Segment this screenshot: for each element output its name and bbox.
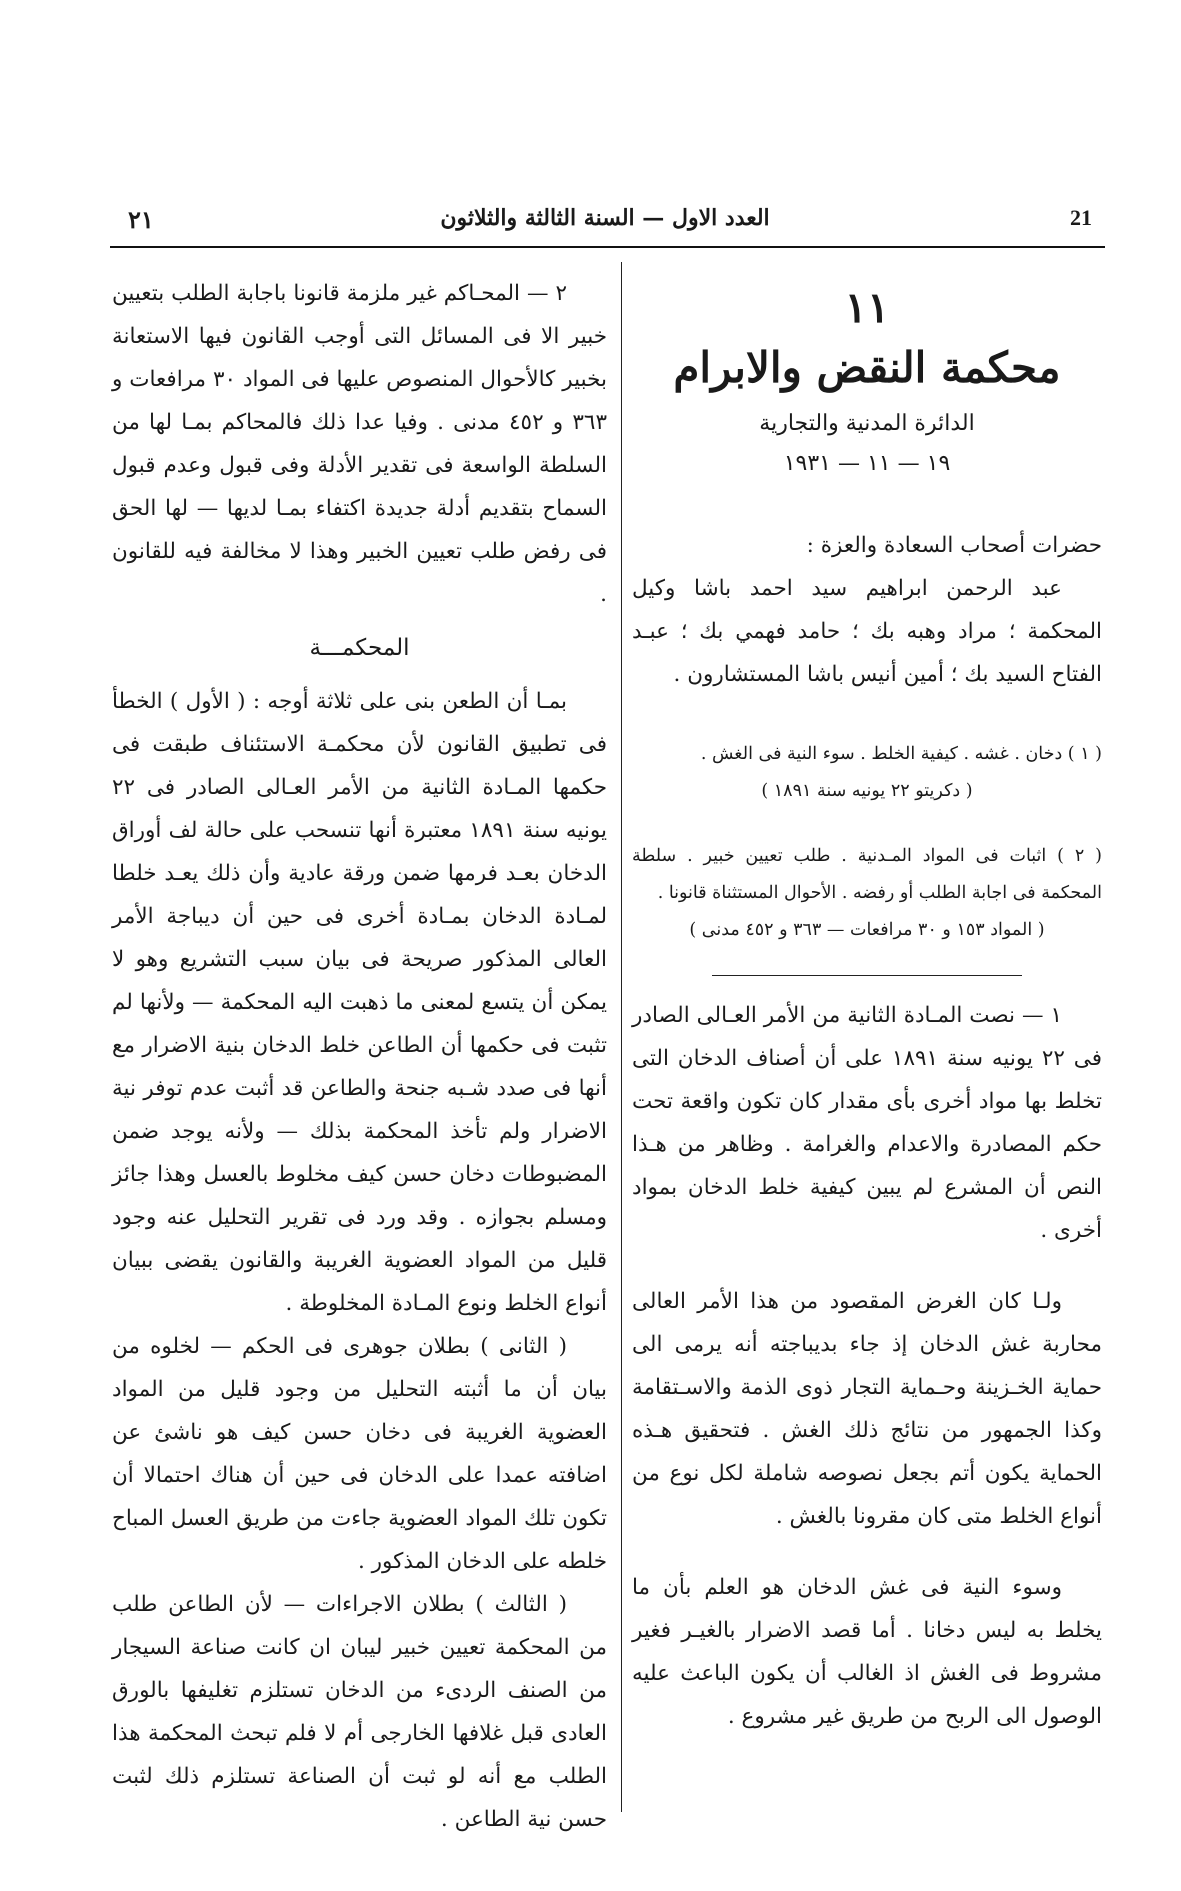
case-number: ١١ <box>844 283 890 332</box>
principle-2: ٢ — المحـاكم غير ملزمة قانونا باجابة الطلب بتعيين خبير الا فى المسائل التى أوجب القانون فيها الاستعانة بخبير كالأحوال المنصوص عليها فى المواد ٣٠ مرافعات و ٣٦٣ و ٤٥٢ مدنى . وفيا عدا ذلك فالمحاكم بمـا لها من السلطة الواسعة فى تقدير الأدلة وفى قبول وعدم قبول السماح بتقديم أدلة جديدة اكتفاء بمـا لديها — لها الحق فى رفض طلب تعيين الخبير وهذا لا مخالفة فيه للقانون . <box>112 281 607 607</box>
principle-1-intent: وسوء النية فى غش الدخان هو العلم بأن ما يخلط به ليس دخانا . أما قصد الاضرار بالغيـر فغير مشروط فى الغش اذ الغالب أن يكون الباعث عليه الوصول الى الربح من طريق غير مشروع . <box>632 1575 1102 1729</box>
judges-list: عبد الرحمن ابراهيم سيد احمد باشا وكيل المحكمة ؛ مراد وهبه بك ؛ حامد فهمي بك ؛ عبـد الفتاح السيد بك ؛ أمين أنيس باشا المستشارون . <box>632 576 1102 687</box>
chamber-name: الدائرة المدنية والتجارية <box>759 411 975 436</box>
page-number-arabic: ٢١ <box>128 205 154 234</box>
running-header <box>110 205 1100 245</box>
headnote-2-reference: ( المواد ١٥٣ و ٣٠ مرافعات — ٣٦٣ و ٤٥٢ مدنى ) <box>689 920 1045 940</box>
column-divider <box>621 262 622 1812</box>
page-number-latin: 21 <box>1070 205 1092 230</box>
ground-two: ( الثانى ) بطلان جوهرى فى الحكم — لخلوه من بيان أن ما أثبته التحليل من وجود قليل من المواد العضوية الغريبة فى دخان حسن كيف هو ناشئ عن اضافته عمدا على الدخان فى حين أن هناك احتمالا أن تكون تلك المواد العضوية جاءت من طريق العسل المباح خلطه على الدخان المذكور . <box>112 1334 607 1574</box>
court-section-heading: المحكمـــة <box>309 635 410 661</box>
principle-1: ١ — نصت المـادة الثانية من الأمر العـالى الصادر فى ٢٢ يونيه سنة ١٨٩١ على أن أصناف الدخان التى تخلط بها مواد أخرى بأى مقدار كان تكون واقعة تحت حكم المصادرة والاعدام والغرامة . وظاهر من هـذا النص أن المشرع لم يبين كيفية خلط الدخان بمواد أخرى . <box>632 1003 1102 1243</box>
right-column <box>632 270 1102 1738</box>
headnote-1-reference: ( دكريتو ٢٢ يونيه سنة ١٨٩١ ) <box>761 781 973 801</box>
section-rule <box>712 975 1022 976</box>
judgment-date: ١٩ — ١١ — ١٩٣١ <box>783 451 951 476</box>
left-column <box>112 272 607 1841</box>
headnote-1: ( ١ ) دخان . غشه . كيفية الخلط . سوء النية فى الغش . <box>700 744 1102 764</box>
ground-three: ( الثالث ) بطلان الاجراءات — لأن الطاعن طلب من المحكمة تعيين خبير ليبان ان كانت صناعة السيجار من الصنف الردىء من الدخان تستلزم تغليفها بالورق العادى قبل غلافها الخارجى أم لا فلم تبحث المحكمة هذا الطلب مع أنه لو ثبت أن الصناعة تستلزم ذلك لثبت حسن نية الطاعن . <box>112 1592 607 1832</box>
attendance-intro: حضرات أصحاب السعادة والعزة : <box>806 533 1102 558</box>
court-name: محكمة النقض والابرام <box>673 343 1061 392</box>
principle-1-continued: ولـا كان الغرض المقصود من هذا الأمر العالى محاربة غش الدخان إذ جاء بديباجته أنه يرمى الى حماية الخـزينة وحـماية التجار ذوى الذمة والاسـتقامة وكذا الجمهور من نتائج ذلك الغش . فتحقيق هـذه الحماية يكون أتم بجعل نصوصه شاملة لكل نوع من أنواع الخلط متى كان مقرونا بالغش . <box>632 1289 1102 1529</box>
headnote-2: ( ٢ ) اثبات فى المواد المـدنية . طلب تعيين خبير . سلطة المحكمة فى اجابة الطلب أو رفضه . الأحوال المستثناة قانونا . <box>632 846 1103 903</box>
ground-one: بمـا أن الطعن بنى على ثلاثة أوجه : ( الأول ) الخطأ فى تطبيق القانون لأن محكمـة الاستئناف طبقت فى حكمها المـادة الثانية من الأمر العـالى الصادر فى ٢٢ يونيه سنة ١٨٩١ معتبرة أنها تنسحب على حالة لف أوراق الدخان بعـد فرمها ضمن ورقة عادية وأن ذلك يعـد خلطا لمـادة الدخان بمـادة أخرى فى حين أن ديباجة الأمر العالى المذكور صريحة فى بيان سبب التشريع وهو لا يمكن أن يتسع لمعنى ما ذهبت اليه المحكمة — ولأنها لم تثبت فى حكمها أن الطاعن خلط الدخان بنية الاضرار مع أنها فى صدد شـبه جنحة والطاعن قد أثبت عدم توفر نية الاضرار ولم تأخذ المحكمة بذلك — ولأنه يوجد ضمن المضبوطات دخان حسن كيف مخلوط بالعسل وهذا جائز ومسلم بجوازه . وقد ورد فى تقرير التحليل عنه وجود قليل من المواد العضوية الغريبة والقانون يقضى ببيان أنواع الخلط ونوع المـادة المخلوطة . <box>112 689 607 1316</box>
header-rule <box>110 246 1105 248</box>
issue-title: العدد الاول — السنة الثالثة والثلاثون <box>440 205 770 231</box>
